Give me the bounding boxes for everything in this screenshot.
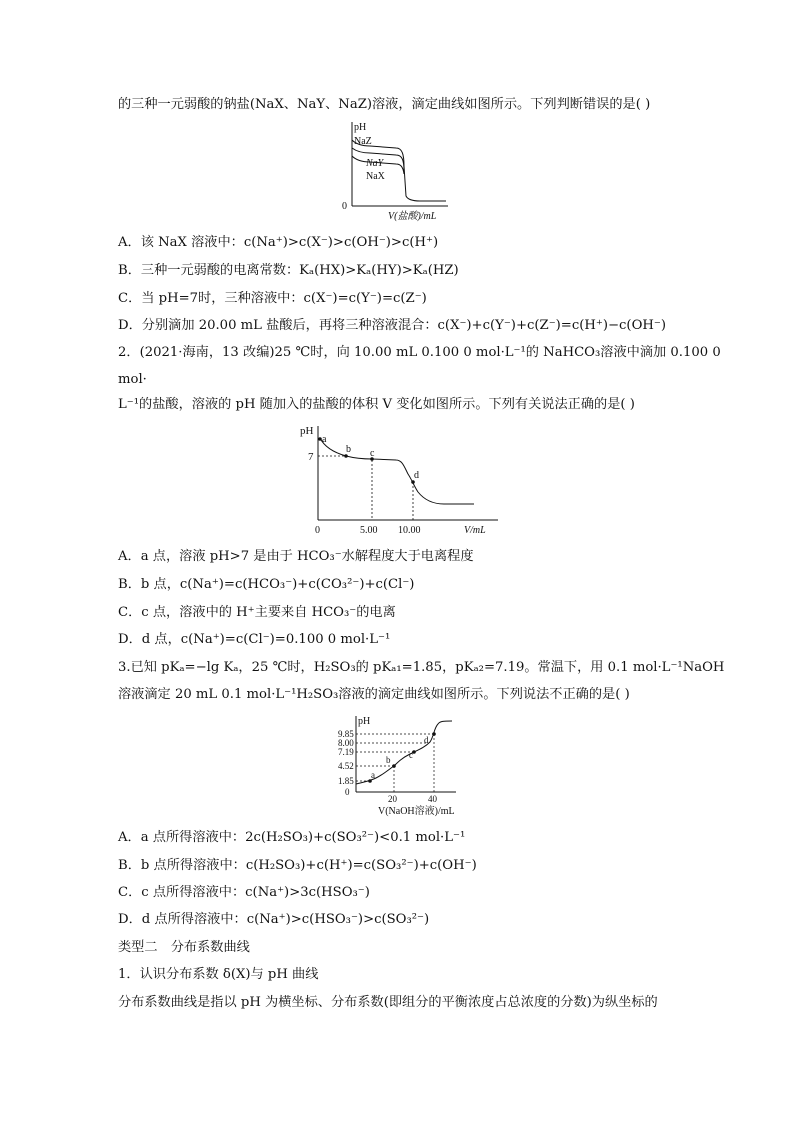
q2-ylabel: pH	[300, 425, 314, 437]
q1-option-b: B．三种一元弱酸的电离常数：Kₐ(HX)>Kₐ(HY)>Kₐ(HZ)	[118, 263, 459, 278]
q3-y-tick-452: 4.52	[338, 761, 354, 771]
q2-option-b: B．b 点，c(Na⁺)=c(HCO₃⁻)+c(CO₃²⁻)+c(Cl⁻)	[118, 577, 415, 592]
q3-label-c: c	[409, 750, 413, 760]
q3-x-tick-20: 20	[388, 794, 397, 804]
q3-y-tick-0: 0	[345, 787, 350, 797]
q2-label-d: d	[414, 470, 419, 481]
q3-option-d: D．d 点所得溶液中：c(Na⁺)>c(HSO₃⁻)>c(SO₃²⁻)	[118, 912, 430, 927]
q3-y-tick-985: 9.85	[338, 729, 354, 739]
q1-stem: 的三种一元弱酸的钠盐(NaX、NaY、NaZ)溶液，滴定曲线如图所示。下列判断错误的是( )	[118, 97, 651, 112]
q1-curve-label-nay: NaY	[366, 158, 384, 169]
q2-stem-line2: mol·	[118, 372, 147, 387]
q3-stem-line1: 3.已知 pKₐ=−lg Kₐ，25 ℃时，H₂SO₃的 pKₐ₁=1.85，pKₐ₂=7.19。常温下，用 0.1 mol·L⁻¹NaOH	[118, 660, 725, 675]
q3-ylabel: pH	[358, 716, 371, 727]
q3-label-b: b	[386, 755, 391, 765]
q3-label-d: d	[424, 735, 429, 745]
q1-option-c: C．当 pH=7时，三种溶液中：c(X⁻)=c(Y⁻)=c(Z⁻)	[118, 291, 427, 306]
q2-x-tick-0: 0	[315, 525, 320, 536]
q3-stem-line2: 溶液滴定 20 mL 0.1 mol·L⁻¹H₂SO₃溶液的滴定曲线如图所示。下列说法不正确的是( )	[118, 687, 630, 702]
q2-x-tick-5: 5.00	[360, 525, 378, 536]
section-heading: 类型二 分布系数曲线	[118, 940, 250, 955]
q3-y-tick-719: 7.19	[338, 747, 354, 757]
q2-option-a: A．a 点，溶液 pH>7 是由于 HCO₃⁻水解程度大于电离程度	[118, 549, 474, 564]
q1-curve-label-nax: NaX	[366, 171, 385, 182]
q2-curve	[320, 438, 474, 504]
q3-label-a: a	[371, 770, 375, 780]
q2-x-tick-10: 10.00	[398, 525, 421, 536]
q3-y-tick-185: 1.85	[338, 776, 354, 786]
q1-figure	[336, 116, 456, 224]
q3-point-d	[432, 732, 436, 736]
q2-label-b: b	[346, 444, 351, 455]
q1-curve-label-naz: NaZ	[354, 136, 372, 147]
q2-stem-line1: 2．(2021·海南，13 改编)25 ℃时，向 10.00 mL 0.100 0 mol·L⁻¹的 NaHCO₃溶液中滴加 0.100 0	[118, 345, 721, 360]
q3-option-a: A．a 点所得溶液中：2c(H₂SO₃)+c(SO₃²⁻)<0.1 mol·L⁻¹	[118, 830, 466, 845]
q3-y-tick-800: 8.00	[338, 738, 354, 748]
q1-origin: 0	[342, 201, 347, 212]
q3-figure	[336, 712, 466, 820]
q1-option-a: A．该 NaX 溶液中：c(Na⁺)>c(X⁻)>c(OH⁻)>c(H⁺)	[118, 235, 439, 250]
section-sub-heading: 1．认识分布系数 δ(X)与 pH 曲线	[118, 967, 319, 982]
q2-label-c: c	[370, 448, 375, 459]
q3-x-tick-40: 40	[428, 794, 437, 804]
q1-ylabel: pH	[354, 122, 367, 133]
q2-y-tick-7: 7	[308, 451, 314, 463]
q2-label-a: a	[322, 434, 327, 445]
q1-xlabel: V(盐酸)/mL	[388, 211, 437, 222]
q3-xlabel: V(NaOH溶液)/mL	[378, 806, 455, 817]
q2-figure	[298, 420, 508, 542]
q3-point-b	[392, 764, 396, 768]
q3-option-c: C．c 点所得溶液中：c(Na⁺)>3c(HSO₃⁻)	[118, 885, 370, 900]
q2-option-c: C．c 点，溶液中的 H⁺主要来自 HCO₃⁻的电离	[118, 605, 396, 620]
q2-xlabel: V/mL	[464, 525, 486, 536]
section-paragraph: 分布系数曲线是指以 pH 为横坐标、分布系数(即组分的平衡浓度占总浓度的分数)为纵坐标的	[118, 995, 658, 1010]
q2-stem-line3: L⁻¹的盐酸，溶液的 pH 随加入的盐酸的体积 V 变化如图所示。下列有关说法正确的是( )	[118, 397, 635, 412]
q1-option-d: D．分别滴加 20.00 mL 盐酸后，再将三种溶液混合：c(X⁻)+c(Y⁻)+c(Z⁻)=c(H⁺)−c(OH⁻)	[118, 318, 666, 333]
q2-option-d: D．d 点，c(Na⁺)=c(Cl⁻)=0.100 0 mol·L⁻¹	[118, 632, 391, 647]
q3-option-b: B．b 点所得溶液中：c(H₂SO₃)+c(H⁺)=c(SO₃²⁻)+c(OH⁻)	[118, 858, 477, 873]
